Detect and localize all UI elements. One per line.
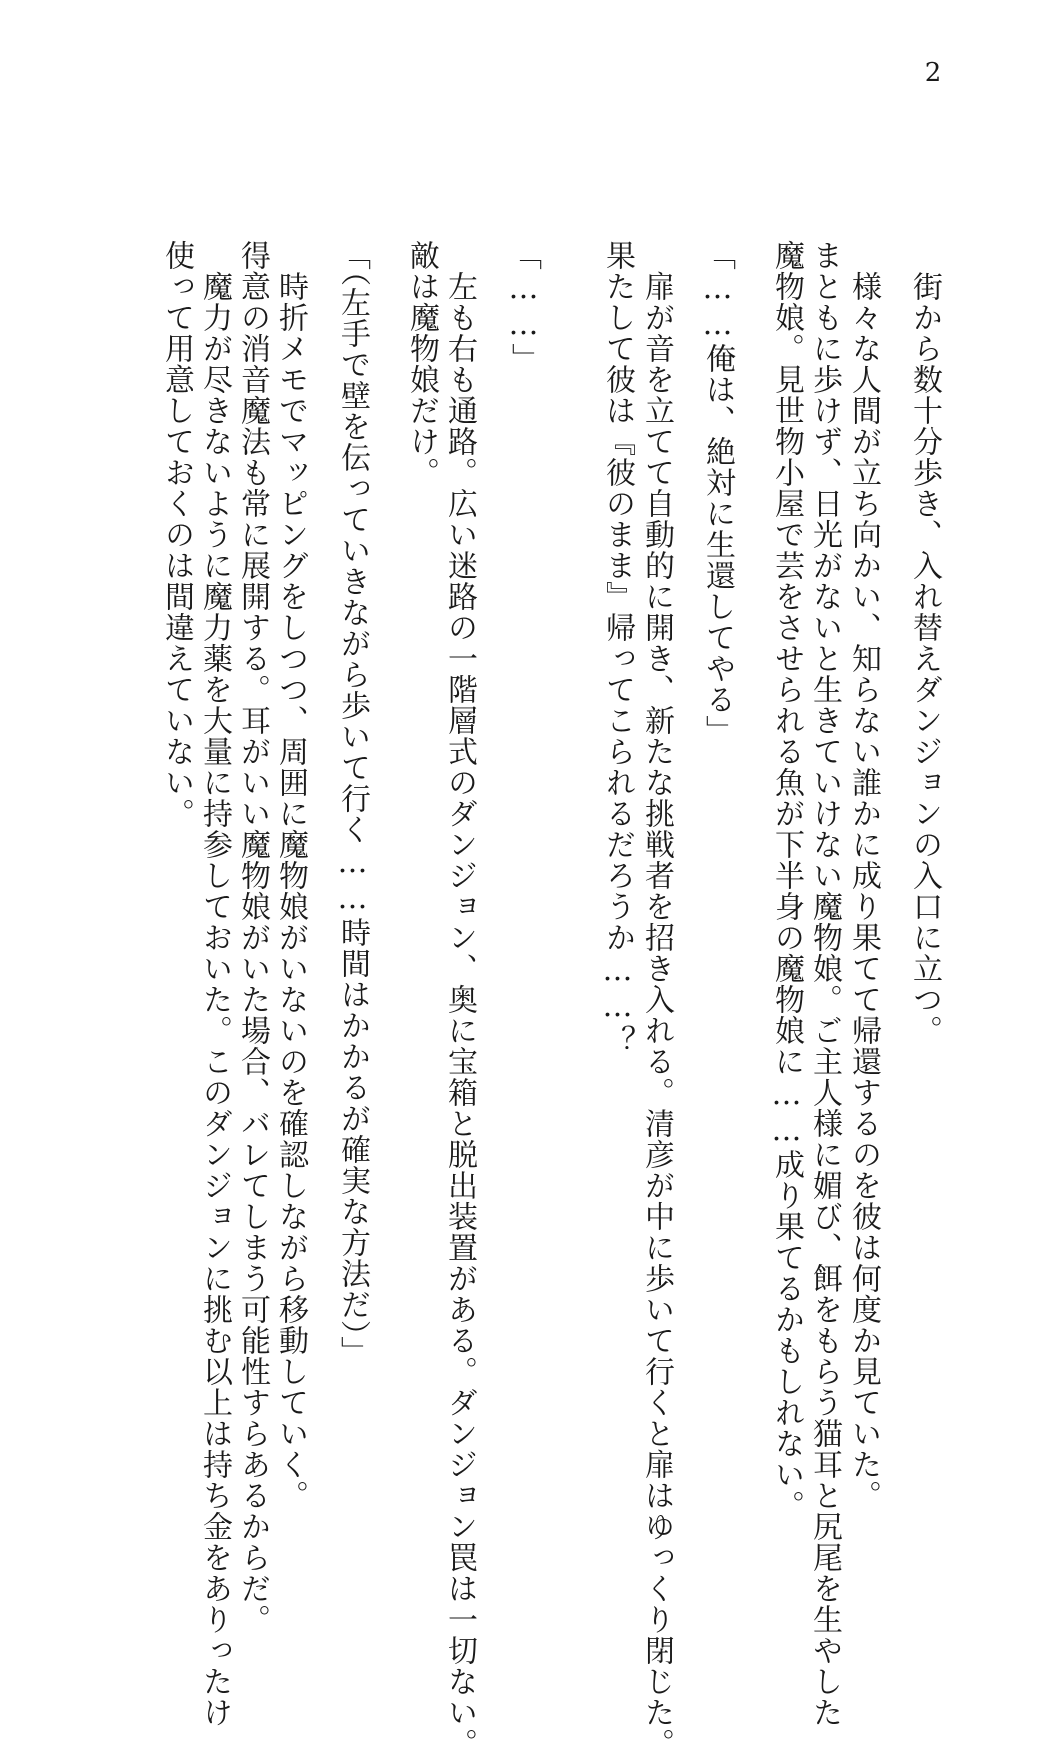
text-line: 時折メモでマッピングをしつつ、周囲に魔物娘がいないのを確認しながら移動していく。: [273, 240, 308, 1511]
text-line: 魔物娘。見世物小屋で芸をさせられる魚が下半身の魔物娘に……成り果てるかもしれない。: [769, 240, 804, 1521]
text-line: 「……」: [506, 240, 541, 374]
text-line: 「……俺は、絶対に生還してやる」: [700, 240, 735, 746]
text-line: 敵は魔物娘だけ。: [404, 240, 439, 488]
text-line: 「（左手で壁を伝っていきながら歩いて行く……時間はかかるが確実な方法だ）」: [335, 240, 370, 1367]
text-line: 得意の消音魔法も常に展開する。耳がいい魔物娘がいた場合、バレてしまう可能性すらあるからだ。: [235, 240, 270, 1635]
text-line: 左も右も通路。広い迷路の一階層式のダンジョン、奥に宝箱と脱出装置がある。ダンジョン罠は一切ない。: [442, 240, 477, 1759]
page-number: 2: [924, 58, 942, 88]
text-line: まともに歩けず、日光がないと生きていけない魔物娘。ご主人様に媚び、餌をもらう猫耳と尻尾を生やした: [807, 240, 842, 1728]
text-line: 様々な人間が立ち向かい、知らない誰かに成り果てて帰還するのを彼は何度か見ていた。: [846, 240, 881, 1511]
text-line: 扉が音を立てて自動的に開き、新たな挑戦者を招き入れる。清彦が中に歩いて行くと扉はゆっくり閉じた。: [639, 240, 674, 1759]
text-line: 使って用意しておくのは間違えていない。: [159, 240, 194, 829]
text-line: 街から数十分歩き、入れ替えダンジョンの入口に立つ。: [907, 240, 942, 1046]
text-line: 果たして彼は『彼のまま』帰ってこられるだろうか……？: [600, 240, 635, 1056]
text-line: 魔力が尽きないように魔力薬を大量に持参しておいた。このダンジョンに挑む以上は持ち金をありったけ: [197, 240, 232, 1728]
novel-body-text: [0, 120, 1056, 1759]
